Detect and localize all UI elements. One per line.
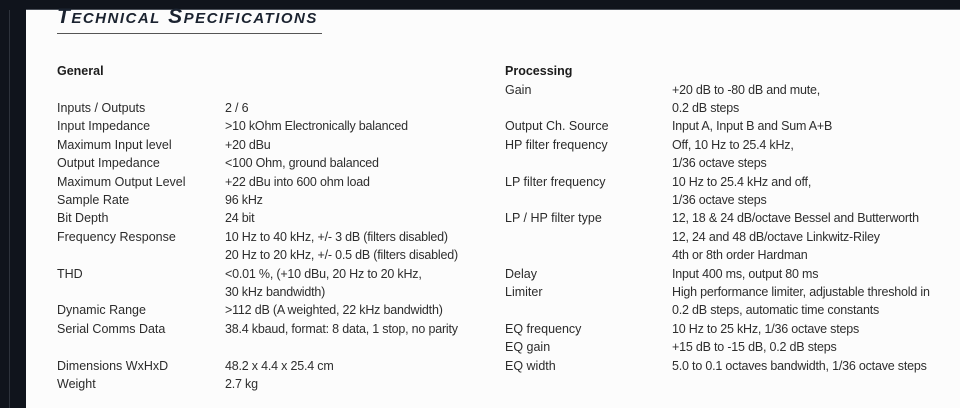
spec-row	[505, 99, 960, 117]
spec-row	[57, 99, 497, 117]
section-heading-processing: Processing	[505, 64, 573, 79]
spec-label: THD	[57, 266, 83, 281]
spec-label: LP / HP filter type	[505, 211, 602, 226]
spec-label: Maximum Output Level	[57, 174, 186, 189]
section-heading-row	[505, 62, 960, 80]
spec-label: EQ width	[505, 358, 556, 373]
spec-label: Maximum Input level	[57, 137, 172, 152]
spec-value: 96 kHz	[225, 193, 263, 208]
spec-value: 48.2 x 4.4 x 25.4 cm	[225, 358, 334, 373]
spec-value: 38.4 kbaud, format: 8 data, 1 stop, no parity	[225, 321, 458, 336]
spec-value: Off, 10 Hz to 25.4 kHz,	[672, 137, 794, 152]
spec-row	[57, 301, 497, 319]
spec-row	[57, 320, 497, 338]
spec-row	[57, 117, 497, 135]
spec-row	[57, 283, 497, 301]
spec-label: Weight	[57, 377, 96, 392]
spec-row	[505, 80, 960, 98]
spec-value: 10 Hz to 25 kHz, 1/36 octave steps	[672, 321, 860, 336]
left-margin-inner-line	[9, 10, 10, 408]
section-heading-general: General	[57, 64, 104, 79]
spec-row	[505, 301, 960, 319]
spec-value: 0.2 dB steps, automatic time constants	[672, 303, 880, 318]
spec-value: 1/36 octave steps	[672, 193, 767, 208]
spec-value: +20 dB to -80 dB and mute,	[672, 82, 821, 97]
spec-value: 0.2 dB steps	[672, 101, 740, 116]
spec-value: >112 dB (A weighted, 22 kHz bandwidth)	[225, 303, 443, 318]
spec-row	[505, 264, 960, 282]
spec-label: EQ gain	[505, 340, 551, 355]
spec-row	[505, 209, 960, 227]
spec-row	[505, 338, 960, 356]
spec-value: 12, 24 and 48 dB/octave Linkwitz-Riley	[672, 229, 880, 244]
spec-label: Input Impedance	[57, 119, 151, 134]
spec-row	[505, 172, 960, 190]
spec-value: High performance limiter, adjustable threshold in	[672, 285, 930, 300]
spec-row	[57, 375, 497, 393]
spec-label: Dynamic Range	[57, 303, 146, 318]
spec-label: Gain	[505, 82, 532, 97]
spec-rows-general	[57, 80, 497, 393]
spec-label: Sample Rate	[57, 193, 130, 208]
spec-row	[57, 338, 497, 356]
spec-value: <100 Ohm, ground balanced	[225, 156, 379, 171]
spec-row	[505, 136, 960, 154]
column-general	[57, 62, 497, 393]
spec-value: Input A, Input B and Sum A+B	[672, 119, 833, 134]
spec-label: LP filter frequency	[505, 174, 606, 189]
spec-row	[57, 191, 497, 209]
spec-value: +15 dB to -15 dB, 0.2 dB steps	[672, 340, 837, 355]
spec-row	[505, 283, 960, 301]
spec-row	[505, 191, 960, 209]
spec-row	[57, 357, 497, 375]
spec-row	[505, 117, 960, 135]
spec-label: Inputs / Outputs	[57, 101, 146, 116]
spec-row	[57, 136, 497, 154]
spec-label: Bit Depth	[57, 211, 109, 226]
spec-value: >10 kOhm Electronically balanced	[225, 119, 408, 134]
spec-row	[57, 154, 497, 172]
spec-label: Frequency Response	[57, 229, 176, 244]
page-title: Technical Specifications	[57, 4, 322, 34]
spec-row	[505, 154, 960, 172]
spec-label: Delay	[505, 266, 537, 281]
spec-row	[57, 246, 497, 264]
section-heading-row	[57, 62, 497, 80]
spec-row	[505, 246, 960, 264]
spec-row	[57, 172, 497, 190]
spec-value: 5.0 to 0.1 octaves bandwidth, 1/36 octave steps	[672, 358, 927, 373]
spec-value: +22 dBu into 600 ohm load	[225, 174, 370, 189]
spec-row	[57, 80, 497, 98]
spec-label: Output Ch. Source	[505, 119, 609, 134]
spec-row	[505, 320, 960, 338]
spec-row	[57, 264, 497, 282]
spec-value: <0.01 %, (+10 dBu, 20 Hz to 20 kHz,	[225, 266, 422, 281]
spec-label: Output Impedance	[57, 156, 160, 171]
spec-value: Input 400 ms, output 80 ms	[672, 266, 819, 281]
spec-value: 2 / 6	[225, 101, 249, 116]
spec-value: 2.7 kg	[225, 377, 258, 392]
spec-row	[57, 228, 497, 246]
spec-value: 10 Hz to 40 kHz, +/- 3 dB (filters disabled)	[225, 229, 448, 244]
spec-value: 12, 18 & 24 dB/octave Bessel and Butterworth	[672, 211, 919, 226]
spec-value: +20 dBu	[225, 137, 271, 152]
spec-label: Serial Comms Data	[57, 321, 166, 336]
spec-value: 10 Hz to 25.4 kHz and off,	[672, 174, 812, 189]
spec-row	[505, 228, 960, 246]
spec-label: Dimensions WxHxD	[57, 358, 169, 373]
spec-label: EQ frequency	[505, 321, 582, 336]
spec-label: HP filter frequency	[505, 137, 608, 152]
spec-value: 24 bit	[225, 211, 255, 226]
spec-value: 20 Hz to 20 kHz, +/- 0.5 dB (filters disabled)	[225, 248, 458, 263]
column-processing	[505, 62, 960, 375]
spec-row	[505, 357, 960, 375]
spec-value: 1/36 octave steps	[672, 156, 767, 171]
spec-value: 30 kHz bandwidth)	[225, 285, 326, 300]
spec-row	[57, 209, 497, 227]
left-margin-bar	[0, 0, 26, 408]
spec-rows-processing	[505, 80, 960, 375]
spec-label: Limiter	[505, 285, 543, 300]
spec-value: 4th or 8th order Hardman	[672, 248, 808, 263]
